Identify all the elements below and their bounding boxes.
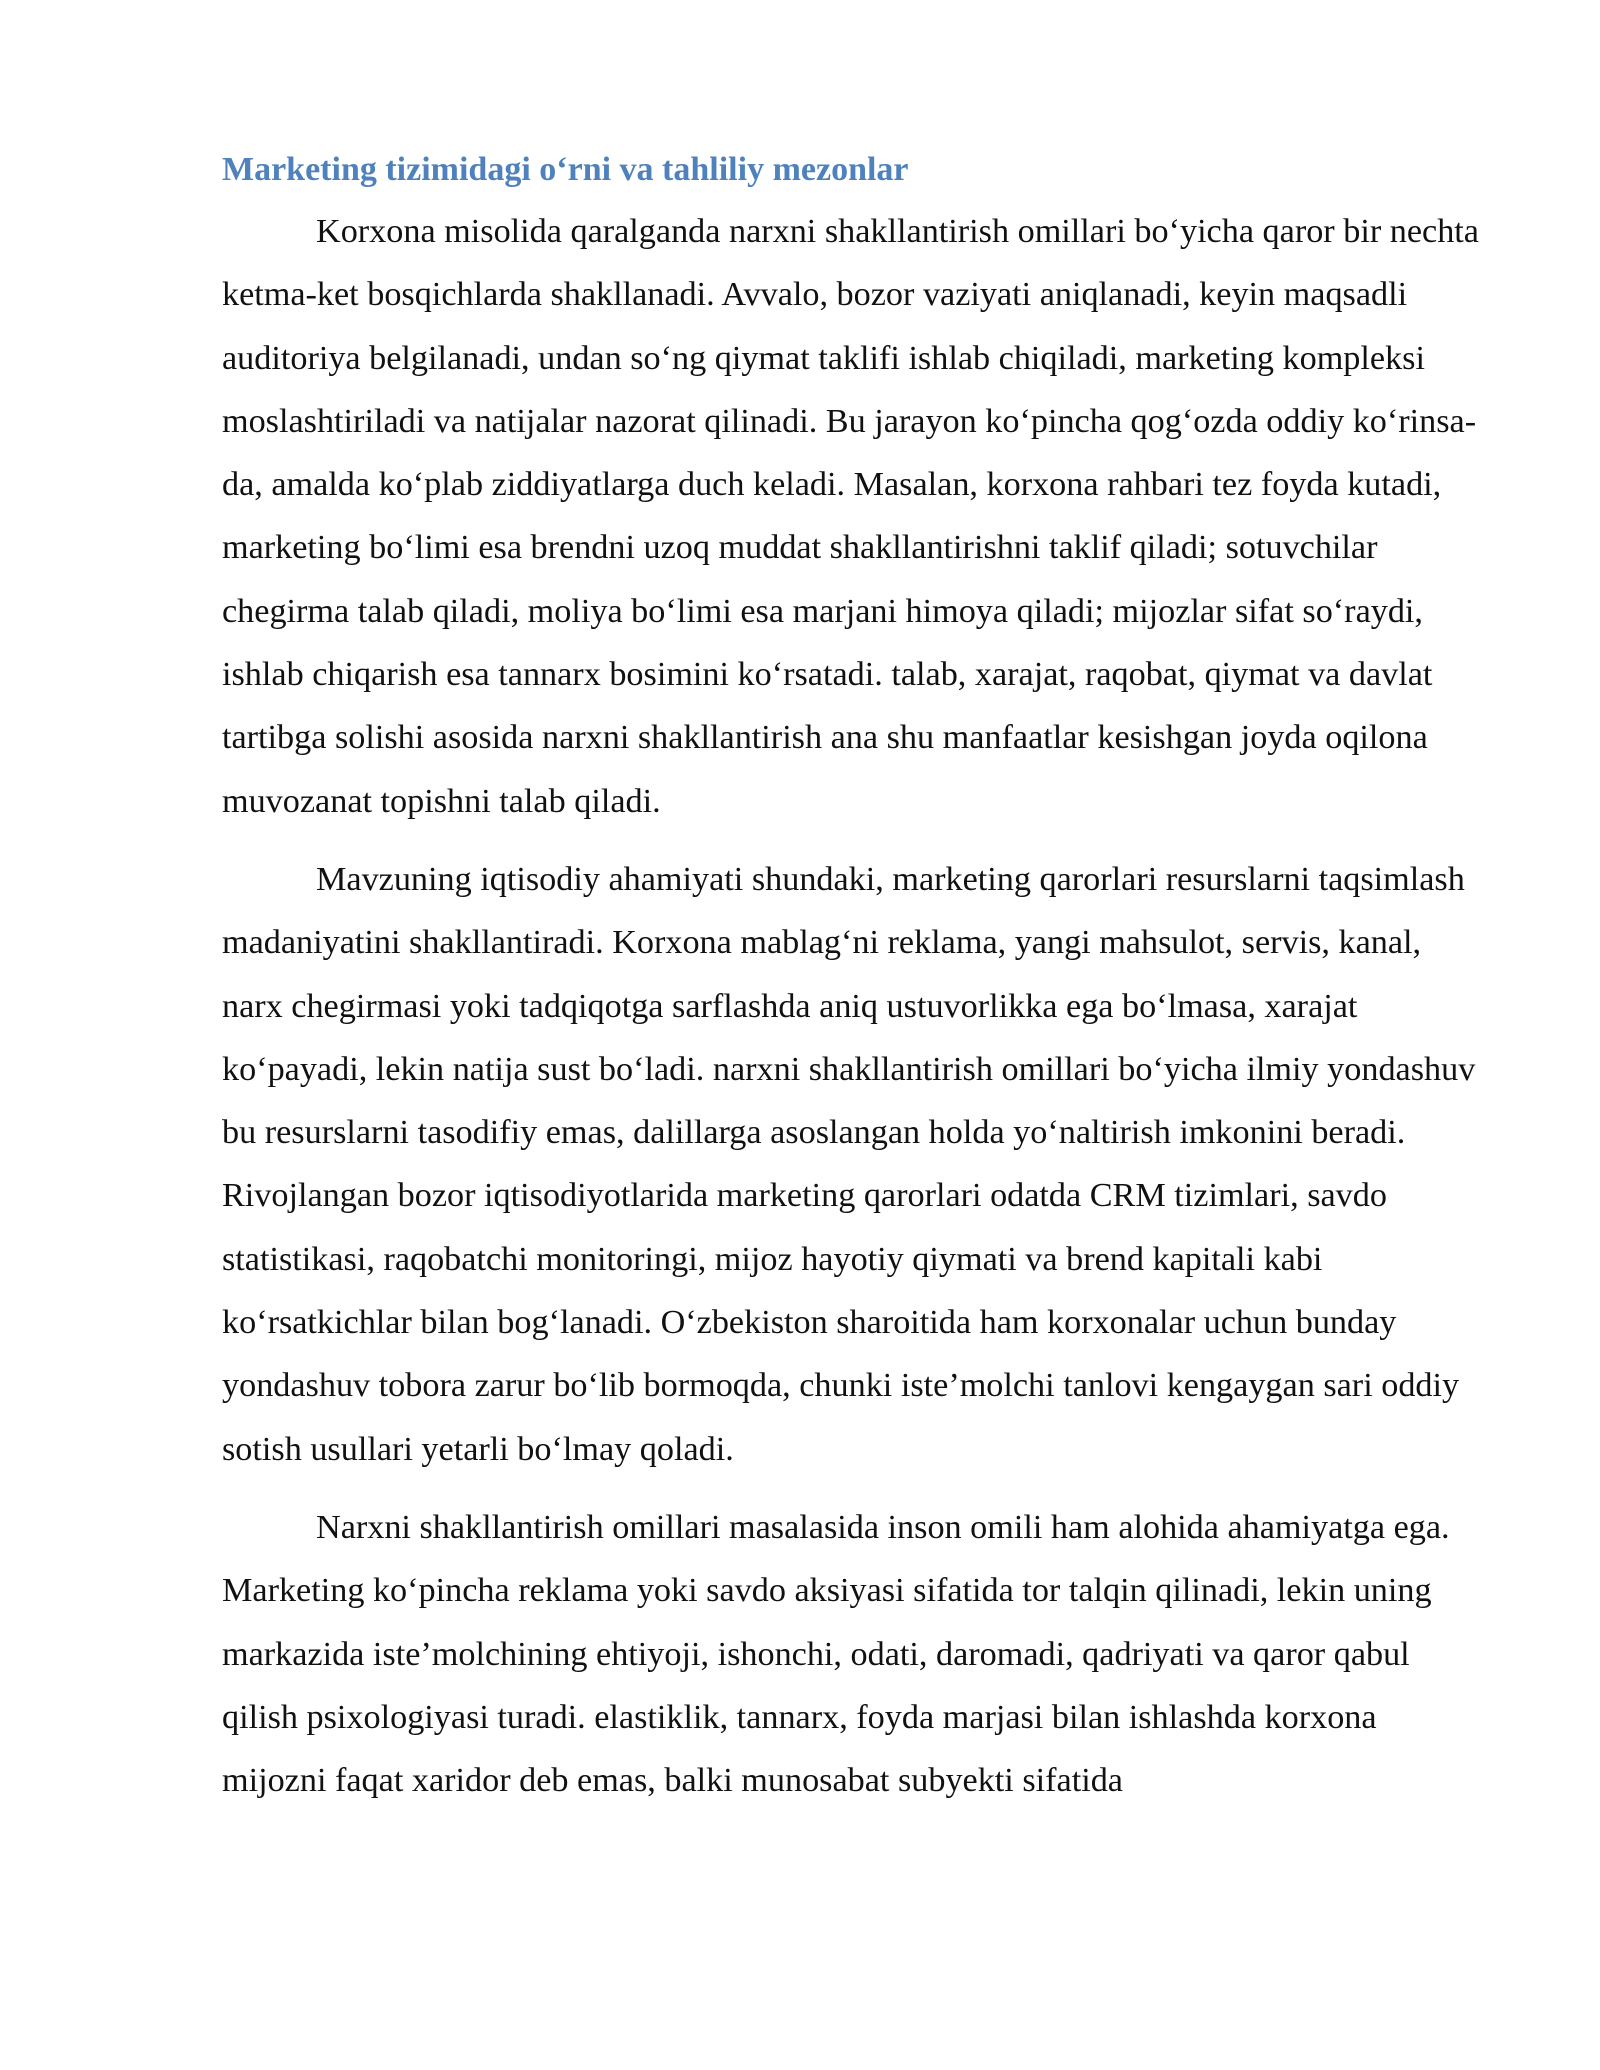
section-heading: Marketing tizimidagi o‘rni va tahliliy mezonlar <box>222 151 909 188</box>
paragraph-2: Mavzuning iqtisodiy ahamiyati shundaki, marketing qarorlari resurslarni taqsimlash madaniyatini shakllantiradi. Korxona mablag‘ni reklama, yangi mahsulot, servis, kanal, narx chegirmasi yoki tadqiqotga sarflashda aniq ustuvorlikka ega bo‘lmasa, xarajat ko‘payadi, lekin natija sust bo‘ladi. narxni shakllantirish omillari bo‘yicha ilmiy yondashuv bu resurslarni tasodifiy emas, dalillarga asoslangan holda yo‘naltirish imkonini beradi. Rivojlangan bozor iqtisodiyotlarida marketing qarorlari odatda CRM tizimlari, savdo statistikasi, raqobatchi monitoringi, mijoz hayotiy qiymati va brend kapitali kabi ko‘rsatkichlar bilan bog‘lanadi. O‘zbekiston sharoitida ham korxonalar uchun bunday yondashuv tobora zarur bo‘lib bormoqda, chunki iste’molchi tanlovi kengaygan sari oddiy sotish usullari yetarli bo‘lmay qoladi. <box>222 860 1476 1468</box>
document-body <box>222 150 1484 1827</box>
paragraph-1: Korxona misolida qaralganda narxni shakllantirish omillari bo‘yicha qaror bir nechta ketma-ket bosqichlarda shakllanadi. Avvalo, bozor vaziyati aniqlanadi, keyin maqsadli auditoriya belgilanadi, undan so‘ng qiymat taklifi ishlab chiqiladi, marketing kompleksi moslashtiriladi va natijalar nazorat qilinadi. Bu jarayon ko‘pincha qog‘ozda oddiy ko‘rinsa-da, amalda ko‘plab ziddiyatlarga duch keladi. Masalan, korxona rahbari tez foyda kutadi, marketing bo‘limi esa brendni uzoq muddat shakllantirishni taklif qiladi; sotuvchilar chegirma talab qiladi, moliya bo‘limi esa marjani himoya qiladi; mijozlar sifat so‘raydi, ishlab chiqarish esa tannarx bosimini ko‘rsatadi. talab, xarajat, raqobat, qiymat va davlat tartibga solishi asosida narxni shakllantirish ana shu manfaatlar kesishgan joyda oqilona muvozanat topishni talab qiladi. <box>222 213 1479 820</box>
paragraph-3: Narxni shakllantirish omillari masalasida inson omili ham alohida ahamiyatga ega. Marketing ko‘pincha reklama yoki savdo aksiyasi sifatida tor talqin qilinadi, lekin uning markazida iste’molchining ehtiyoji, ishonchi, odati, daromadi, qadriyati va qaror qabul qilish psixologiyasi turadi. elastiklik, tannarx, foyda marjasi bilan ishlashda korxona mijozni faqat xaridor deb emas, balki munosabat subyekti sifatida <box>222 1508 1450 1800</box>
